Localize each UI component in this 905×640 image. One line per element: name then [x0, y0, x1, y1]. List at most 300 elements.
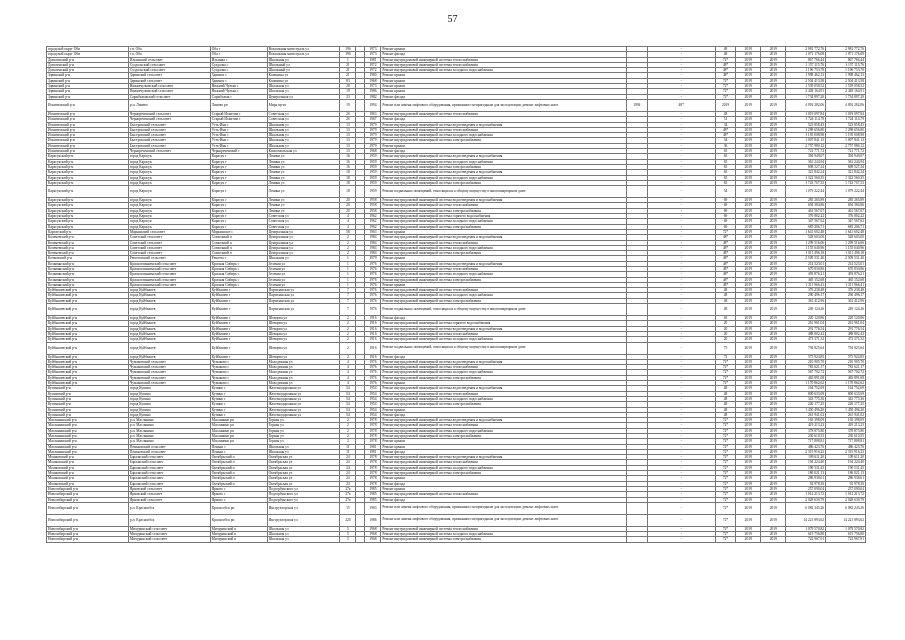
cell-work-type: Ремонт крыши [381, 143, 627, 148]
cell-cost-total: 378 875,80 [826, 428, 866, 433]
cell-street: Шевцова ул [267, 316, 340, 321]
cell-district: Куйбышевский р-н [47, 321, 129, 326]
cell-street: Вокзальная магистраль ул [267, 52, 340, 57]
cell-year-start: 2019 [736, 159, 761, 164]
cell-settlement: Усть-Иня с [210, 122, 267, 127]
cell-settlement: Октябрьский п [210, 476, 267, 481]
cell-work-type: Ремонт внутридомовой инженерной системы электроснабжения [381, 277, 627, 282]
cell-year-built: 1916 [365, 331, 381, 336]
cell-work-type: Ремонт внутридомовой инженерной системы теплоснабжения [381, 492, 627, 497]
cell-work-type: Ремонт крыши [381, 476, 627, 481]
cell-settlement: Октябрьский п [210, 465, 267, 470]
cell-house: 83 [340, 78, 356, 83]
cell-year-start: 2019 [736, 304, 761, 316]
cell-district: Новосибирский р-н [47, 526, 129, 531]
cell-work-type: Ремонт крыши [381, 407, 627, 412]
cell-marker: - [647, 449, 715, 454]
cell-settlement: Усть-Иня с [210, 138, 267, 143]
cell-house: 2 [340, 418, 356, 423]
cell-year-built: 1972 [365, 62, 381, 67]
cell-street: Центральная ул [267, 235, 340, 240]
cell-year-built: 1978 [365, 439, 381, 444]
cell-term: 65 [715, 170, 735, 175]
cell-year-end: 2019 [761, 203, 786, 208]
cell-year-start: 2019 [736, 526, 761, 531]
cell-year-start: 2019 [736, 439, 761, 444]
cell-settlement: Сарыбалык с [210, 94, 267, 99]
cell-street: Шевцова ул [267, 337, 340, 342]
cell-year-built: 1976 [365, 293, 381, 298]
cell-work-type: Ремонт крыши [381, 439, 627, 444]
cell-municipality: город Купино [128, 402, 210, 407]
cell-year-end: 2019 [761, 365, 786, 370]
cell-district: Купинский р-н [47, 402, 129, 407]
cell-municipality: город Карасук [128, 180, 210, 185]
cell-settlement: Оба г [210, 47, 267, 52]
table-row [47, 186, 866, 198]
cell-year-start: 2019 [736, 293, 761, 298]
cell-house: 4 [340, 375, 356, 380]
cell-year-start: 2019 [736, 245, 761, 250]
cell-term: 48 [715, 396, 735, 401]
cell-settlement: Суздалка с [210, 62, 267, 67]
cell-work-type: Ремонт внутридомовой инженерной системы водоотведения и водоснабжения [381, 235, 627, 240]
cell-year-end: 2019 [761, 304, 786, 316]
cell-municipality: город Куйбышев [128, 298, 210, 303]
cell-municipality: Быстровский сельсовет [128, 122, 210, 127]
cell-cost: 419 213,23 [786, 423, 826, 428]
cell-district: Карасукский р-н [47, 159, 129, 164]
cell-work-type: Ремонт внутридомовой инженерной системы холодного водоснабжения [381, 68, 627, 73]
cell-year-built: 1978 [365, 428, 381, 433]
cell-year-end: 2019 [761, 208, 786, 213]
cell-street: Горная ул [267, 428, 340, 433]
cell-street: Шевцова ул [267, 342, 340, 354]
cell-district: Мошковский р-н [47, 476, 129, 481]
cell-year-end: 2019 [761, 73, 786, 78]
cell-cost: 230 610,55 [786, 434, 826, 439]
table-row [47, 304, 866, 316]
cell-year-end: 2019 [761, 251, 786, 256]
cell-term: 48* [715, 272, 735, 277]
cell-year-built: 1981 [365, 57, 381, 62]
cell-marker: - [647, 214, 715, 219]
cell-term: 48* [715, 245, 735, 250]
cell-street: Центральная ул [267, 251, 340, 256]
cell-work-type: Ремонт или замена лифтового оборудования, признанного непригодным для эксплуатации, ремонт лифтовых шахт [381, 502, 627, 514]
cell-year-end: 2019 [761, 240, 786, 245]
cell-house: 7 [340, 288, 356, 293]
cell-term: 72* [715, 375, 735, 380]
cell-street: Молодежная ул [267, 375, 340, 380]
cell-street: Ленина ул [267, 198, 340, 203]
cell-house: 19б [340, 47, 356, 52]
cell-work-type: Ремонт внутридомовой инженерной системы электроснабжения [381, 180, 627, 185]
cell-year-end: 2019 [761, 359, 786, 364]
cell-work-type: Ремонт внутридомовой инженерной системы теплоснабжения [381, 62, 627, 67]
cell-work-type: Ремонт внутридомовой инженерной системы электроснабжения [381, 471, 627, 476]
cell-work-type: Ремонт внутридомовой инженерной системы водоотведения и водоснабжения [381, 418, 627, 423]
cell-cost: 1 539 058,52 [786, 84, 826, 89]
cell-district: Карасукский р-н [47, 224, 129, 229]
cell-work-type: Ремонт подвальных помещений, относящихся к общему имуществу в многоквартирном доме [381, 342, 627, 354]
cell-work-type: Ремонт внутридомовой инженерной системы электроснабжения [381, 251, 627, 256]
cell-cost: 1 007 841,13 [786, 138, 826, 143]
cell-street: Школьная ул [267, 449, 340, 454]
cell-marker: - [647, 47, 715, 52]
cell-year-end: 2019 [761, 175, 786, 180]
cell-municipality: Суздальский сельсовет [128, 68, 210, 73]
cell-cost-total: 249 124,26 [826, 304, 866, 316]
cell-cost: 1 998 462,13 [786, 73, 826, 78]
cell-settlement: Карасук г [210, 186, 267, 198]
cell-work-type: Ремонт внутридомовой инженерной системы электроснабжения [381, 537, 627, 542]
cell-year-end: 2019 [761, 89, 786, 94]
cell-settlement: Совхозный п [210, 235, 267, 240]
cell-district: Каргатский р-н [47, 229, 129, 234]
cell-term: 72* [715, 497, 735, 502]
cell-cost: 376 802,22 [786, 214, 826, 219]
cell-year-built: 1976 [365, 370, 381, 375]
cell-term: 48 [715, 412, 735, 417]
cell-year-built: 1959 [365, 175, 381, 180]
cell-year-built: 1973 [365, 47, 381, 52]
cell-year-start: 2019 [736, 154, 761, 159]
cell-cost: 361 412,96 [786, 298, 826, 303]
cell-municipality: город Карасук [128, 208, 210, 213]
cell-year-end: 2019 [761, 47, 786, 52]
cell-cost-total: 376 802,22 [826, 214, 866, 219]
cell-year-end: 2019 [761, 407, 786, 412]
cell-marker: - [647, 354, 715, 359]
cell-year-end: 2019 [761, 52, 786, 57]
cell-year-built: 1985 [365, 492, 381, 497]
cell-house: 13 [340, 133, 356, 138]
cell-term: 72* [715, 370, 735, 375]
cell-municipality: р.п. Маслянино [128, 439, 210, 444]
cell-settlement: Усть-Иня с [210, 127, 267, 132]
cell-marker: - [647, 111, 715, 116]
cell-cost-total: 488 802,42 [826, 331, 866, 336]
cell-work-type: Ремонт внутридомовой инженерной системы теплоснабжения [381, 111, 627, 116]
cell-district: Здвинский р-н [47, 84, 129, 89]
cell-work-type: Ремонт фасада [381, 354, 627, 359]
cell-term: 48 [715, 288, 735, 293]
cell-municipality: город Карасук [128, 214, 210, 219]
cell-cost: 109 611,20 [786, 455, 826, 460]
cell-settlement: Купино г [210, 402, 267, 407]
cell-year-end: 2019 [761, 57, 786, 62]
cell-settlement: Куйбышев г [210, 304, 267, 316]
cell-settlement: Куйбышев г [210, 354, 267, 359]
cell-cost-total: 1 079 570,82 [826, 526, 866, 531]
cell-cost-total: 1 298 656,80 [826, 127, 866, 132]
cell-settlement: Нижний Чулым с [210, 84, 267, 89]
cell-municipality: город Карасук [128, 219, 210, 224]
cell-year-built: 1979 [365, 133, 381, 138]
cell-marker: - [647, 481, 715, 486]
cell-house: 5 [340, 532, 356, 537]
cell-work-type: Ремонт внутридомовой инженерной системы теплоснабжения [381, 240, 627, 245]
cell-district: Куйбышевский р-н [47, 370, 129, 375]
cell-year-start: 2019 [736, 492, 761, 497]
cell-cost: 6 082 245,26 [786, 502, 826, 514]
cell-municipality: Чумаковский сельсовет [128, 375, 210, 380]
cell-work-type: Ремонт внутридомовой инженерной системы холодного водоснабжения [381, 428, 627, 433]
cell-municipality: Барлакский сельсовет [128, 481, 210, 486]
cell-marker: - [647, 180, 715, 185]
cell-settlement: Усть-Иня с [210, 133, 267, 138]
cell-term: 48* [715, 277, 735, 282]
cell-district: Новосибирский р-н [47, 514, 129, 526]
cell-marker: - [647, 304, 715, 316]
cell-marker: - [647, 52, 715, 57]
cell-term: 69 [715, 208, 735, 213]
cell-cost-total: 1 155 640,96 [826, 245, 866, 250]
cell-settlement: Ярково с [210, 492, 267, 497]
cell-work-type: Ремонт внутридомовой инженерной системы электроснабжения [381, 208, 627, 213]
cell-municipality: Здвинский сельсовет [128, 78, 210, 83]
cell-work-type: Ремонт внутридомовой инженерной системы водоотведения и водоснабжения [381, 154, 627, 159]
cell-street: Октябрьская ул [267, 481, 340, 486]
cell-street: Центральная ул [267, 229, 340, 234]
cell-house: 13 [340, 127, 356, 132]
cell-cost: 717 808,81 [786, 439, 826, 444]
cell-year-start: 2019 [736, 229, 761, 234]
cell-year-built: 1968 [365, 532, 381, 537]
cell-settlement: Ярково с [210, 497, 267, 502]
cell-district: Куйбышевский р-н [47, 298, 129, 303]
cell-year-end: 2019 [761, 298, 786, 303]
cell-house: 19б [340, 52, 356, 57]
cell-house: 2 [340, 245, 356, 250]
cell-house: 21 [340, 68, 356, 73]
cell-year-end: 2019 [761, 224, 786, 229]
cell-house: 54 [340, 412, 356, 417]
cell-year-built: 1916 [365, 316, 381, 321]
cell-street: Ленина ул [267, 175, 340, 180]
cell-cost: 186 021,13 [786, 471, 826, 476]
cell-cost-total: 165 398,09 [826, 418, 866, 423]
cell-cost: 1 195 008,98 [786, 133, 826, 138]
cell-settlement: Старый Искитим с [210, 117, 267, 122]
cell-district: Мошковский р-н [47, 465, 129, 470]
cell-term: 48 [715, 52, 735, 57]
cell-cost: 347 567,62 [786, 219, 826, 224]
cell-year-start: 2019 [736, 444, 761, 449]
cell-house: 2 [340, 235, 356, 240]
cell-settlement: Чумаково с [210, 370, 267, 375]
cell-marker: - [647, 444, 715, 449]
cell-street: Советская ул [267, 224, 340, 229]
cell-marker: - [647, 514, 715, 526]
cell-term: 48 [715, 386, 735, 391]
cell-cost-total: 567 702,72 [826, 370, 866, 375]
cell-settlement: Купино г [210, 391, 267, 396]
cell-year-built: 1978 [365, 460, 381, 465]
cell-settlement: Мичуринский п [210, 537, 267, 542]
cell-street: Зеленая ул [267, 272, 340, 277]
cell-district: Здвинский р-н [47, 89, 129, 94]
cell-settlement: Маслянино рп [210, 418, 267, 423]
cell-street: Октябрьская ул [267, 471, 340, 476]
cell-year-start: 2019 [736, 175, 761, 180]
cell-marker: - [647, 235, 715, 240]
cell-district: Новосибирский р-н [47, 532, 129, 537]
cell-cost: 722 967,91 [786, 537, 826, 542]
cell-house: 1 [340, 256, 356, 261]
cell-cost-total: 1 196 753,78 [826, 68, 866, 73]
cell-marker: - [647, 331, 715, 336]
cell-house: 24 [340, 460, 356, 465]
cell-work-type: Ремонт внутридомовой инженерной системы теплоснабжения [381, 57, 627, 62]
cell-cost-total: 1 734 897,20 [826, 94, 866, 99]
cell-house: 2 [340, 326, 356, 331]
cell-district: Карасукский р-н [47, 170, 129, 175]
cell-house: 20 [340, 208, 356, 213]
cell-year-built: 1976 [365, 272, 381, 277]
cell-cost: 1 298 656,80 [786, 127, 826, 132]
cell-year-start: 2019 [736, 266, 761, 271]
cell-year-built: 1978 [365, 418, 381, 423]
cell-cost: 2 315 916,23 [786, 449, 826, 454]
cell-year-start: 2019 [736, 465, 761, 470]
cell-street: Октябрьская ул [267, 455, 340, 460]
cell-street: Школьная ул [267, 444, 340, 449]
cell-settlement: Куйбышев г [210, 342, 267, 354]
cell-cost-total: 291 776,54 [826, 326, 866, 331]
cell-house: 27а [340, 486, 356, 491]
cell-marker: - [647, 532, 715, 537]
cell-district: Новосибирский р-н [47, 492, 129, 497]
cell-cost-total: 615 756,80 [826, 532, 866, 537]
cell-year-end: 2019 [761, 68, 786, 73]
cell-year-end: 2019 [761, 143, 786, 148]
cell-year-start: 2019 [736, 359, 761, 364]
cell-house: 2 [340, 251, 356, 256]
cell-work-type: Ремонт внутридомовой инженерной системы электроснабжения [381, 434, 627, 439]
cell-year-built: 1976 [365, 375, 381, 380]
cell-street: Советская ул [267, 219, 340, 224]
cell-year-built: 1978 [365, 481, 381, 486]
cell-term: 48* [715, 68, 735, 73]
cell-marker: - [647, 407, 715, 412]
cell-settlement: Совхозный п [210, 245, 267, 250]
cell-year-built: 1962 [365, 219, 381, 224]
cell-street: Ленина ул [267, 203, 340, 208]
cell-street: Партизанская ул [267, 298, 340, 303]
cell-cost-total: 285 265,89 [826, 198, 866, 203]
cell-term: 72* [715, 89, 735, 94]
cell-year-start: 2019 [736, 298, 761, 303]
cell-cost: 488 802,42 [786, 331, 826, 336]
cell-year-built: 1959 [365, 186, 381, 198]
cell-district: Мошковский р-н [47, 455, 129, 460]
cell-municipality: Мичуринский сельсовет [128, 537, 210, 542]
cell-settlement: Пеньки с [210, 449, 267, 454]
cell-house: 54 [340, 396, 356, 401]
cell-house: 24 [340, 455, 356, 460]
cell-year-start: 2019 [736, 537, 761, 542]
cell-street: Калинина ул [267, 73, 340, 78]
cell-year-start: 2019 [736, 428, 761, 433]
cell-year-start: 2019 [736, 261, 761, 266]
cell-marker: - [647, 133, 715, 138]
cell-year-built: 1986 [365, 89, 381, 94]
cell-year-built: 1984 [365, 245, 381, 250]
cell-cost-total: 1 539 058,52 [826, 84, 866, 89]
cell-settlement: Здвинск с [210, 73, 267, 78]
cell-house: 2 [340, 331, 356, 336]
cell-district: Новосибирский р-н [47, 486, 129, 491]
cell-term: 48* [715, 235, 735, 240]
cell-year-commissioned [627, 537, 647, 542]
cell-district: Кочковский р-н [47, 256, 129, 261]
cell-marker: - [647, 471, 715, 476]
cell-district: Искитимский р-н [47, 99, 129, 111]
cell-cost: 1 155 640,96 [786, 245, 826, 250]
cell-year-built: 1954 [365, 402, 381, 407]
cell-work-type: Ремонт внутридомовой инженерной системы холодного водоснабжения [381, 272, 627, 277]
cell-year-built: 1985 [365, 497, 381, 502]
cell-term: 48 [715, 111, 735, 116]
cell-street: Молодежная ул [267, 370, 340, 375]
cell-work-type: Ремонт крыши [381, 229, 627, 234]
cell-house: 20 [340, 203, 356, 208]
repair-program-table [46, 46, 866, 543]
cell-street: Железнодорожная ул [267, 407, 340, 412]
cell-cost: 210 905,70 [786, 359, 826, 364]
cell-cost-total: 2 449 164,91 [826, 89, 866, 94]
cell-term: 36 [715, 143, 735, 148]
cell-district: Здвинский р-н [47, 73, 129, 78]
cell-municipality: Ильинский сельсовет [128, 57, 210, 62]
cell-cost-total: 2 981 772,76 [826, 47, 866, 52]
cell-marker: - [647, 251, 715, 256]
cell-cost: 1 011 496,18 [786, 251, 826, 256]
cell-cost-total: 321 842,24 [826, 170, 866, 175]
cell-term: 65 [715, 164, 735, 169]
cell-settlement: Октябрьский п [210, 481, 267, 486]
cell-cost: 698 527,24 [786, 164, 826, 169]
cell-year-end: 2019 [761, 282, 786, 287]
cell-marker: - [647, 418, 715, 423]
cell-marker: - [647, 391, 715, 396]
cell-year-end: 2019 [761, 526, 786, 531]
cell-municipality: город Куйбышев [128, 293, 210, 298]
cell-work-type: Ремонт крыши [381, 282, 627, 287]
cell-year-end: 2019 [761, 418, 786, 423]
cell-municipality: Советский сельсовет [128, 251, 210, 256]
cell-work-type: Ремонт внутридомовой инженерной системы холодного водоснабжения [381, 219, 627, 224]
cell-district: Карасукский р-н [47, 214, 129, 219]
cell-year-start: 2019 [736, 514, 761, 526]
cell-letter [356, 502, 365, 514]
cell-term: 48* [715, 261, 735, 266]
cell-term: 48* [715, 133, 735, 138]
cell-settlement: Карасук г [210, 170, 267, 175]
cell-year-end: 2019 [761, 180, 786, 185]
cell-cost: 800 633,69 [786, 391, 826, 396]
cell-year-end: 2019 [761, 159, 786, 164]
cell-municipality: Чумаковский сельсовет [128, 381, 210, 386]
cell-year-end: 2019 [761, 94, 786, 99]
cell-cost-total: 286 938,61 [826, 476, 866, 481]
cell-street: Партизанская ул [267, 293, 340, 298]
cell-cost: 249 124,26 [786, 304, 826, 316]
cell-cost: 220 120,86 [786, 316, 826, 321]
cell-cost: 261 941,02 [786, 412, 826, 417]
